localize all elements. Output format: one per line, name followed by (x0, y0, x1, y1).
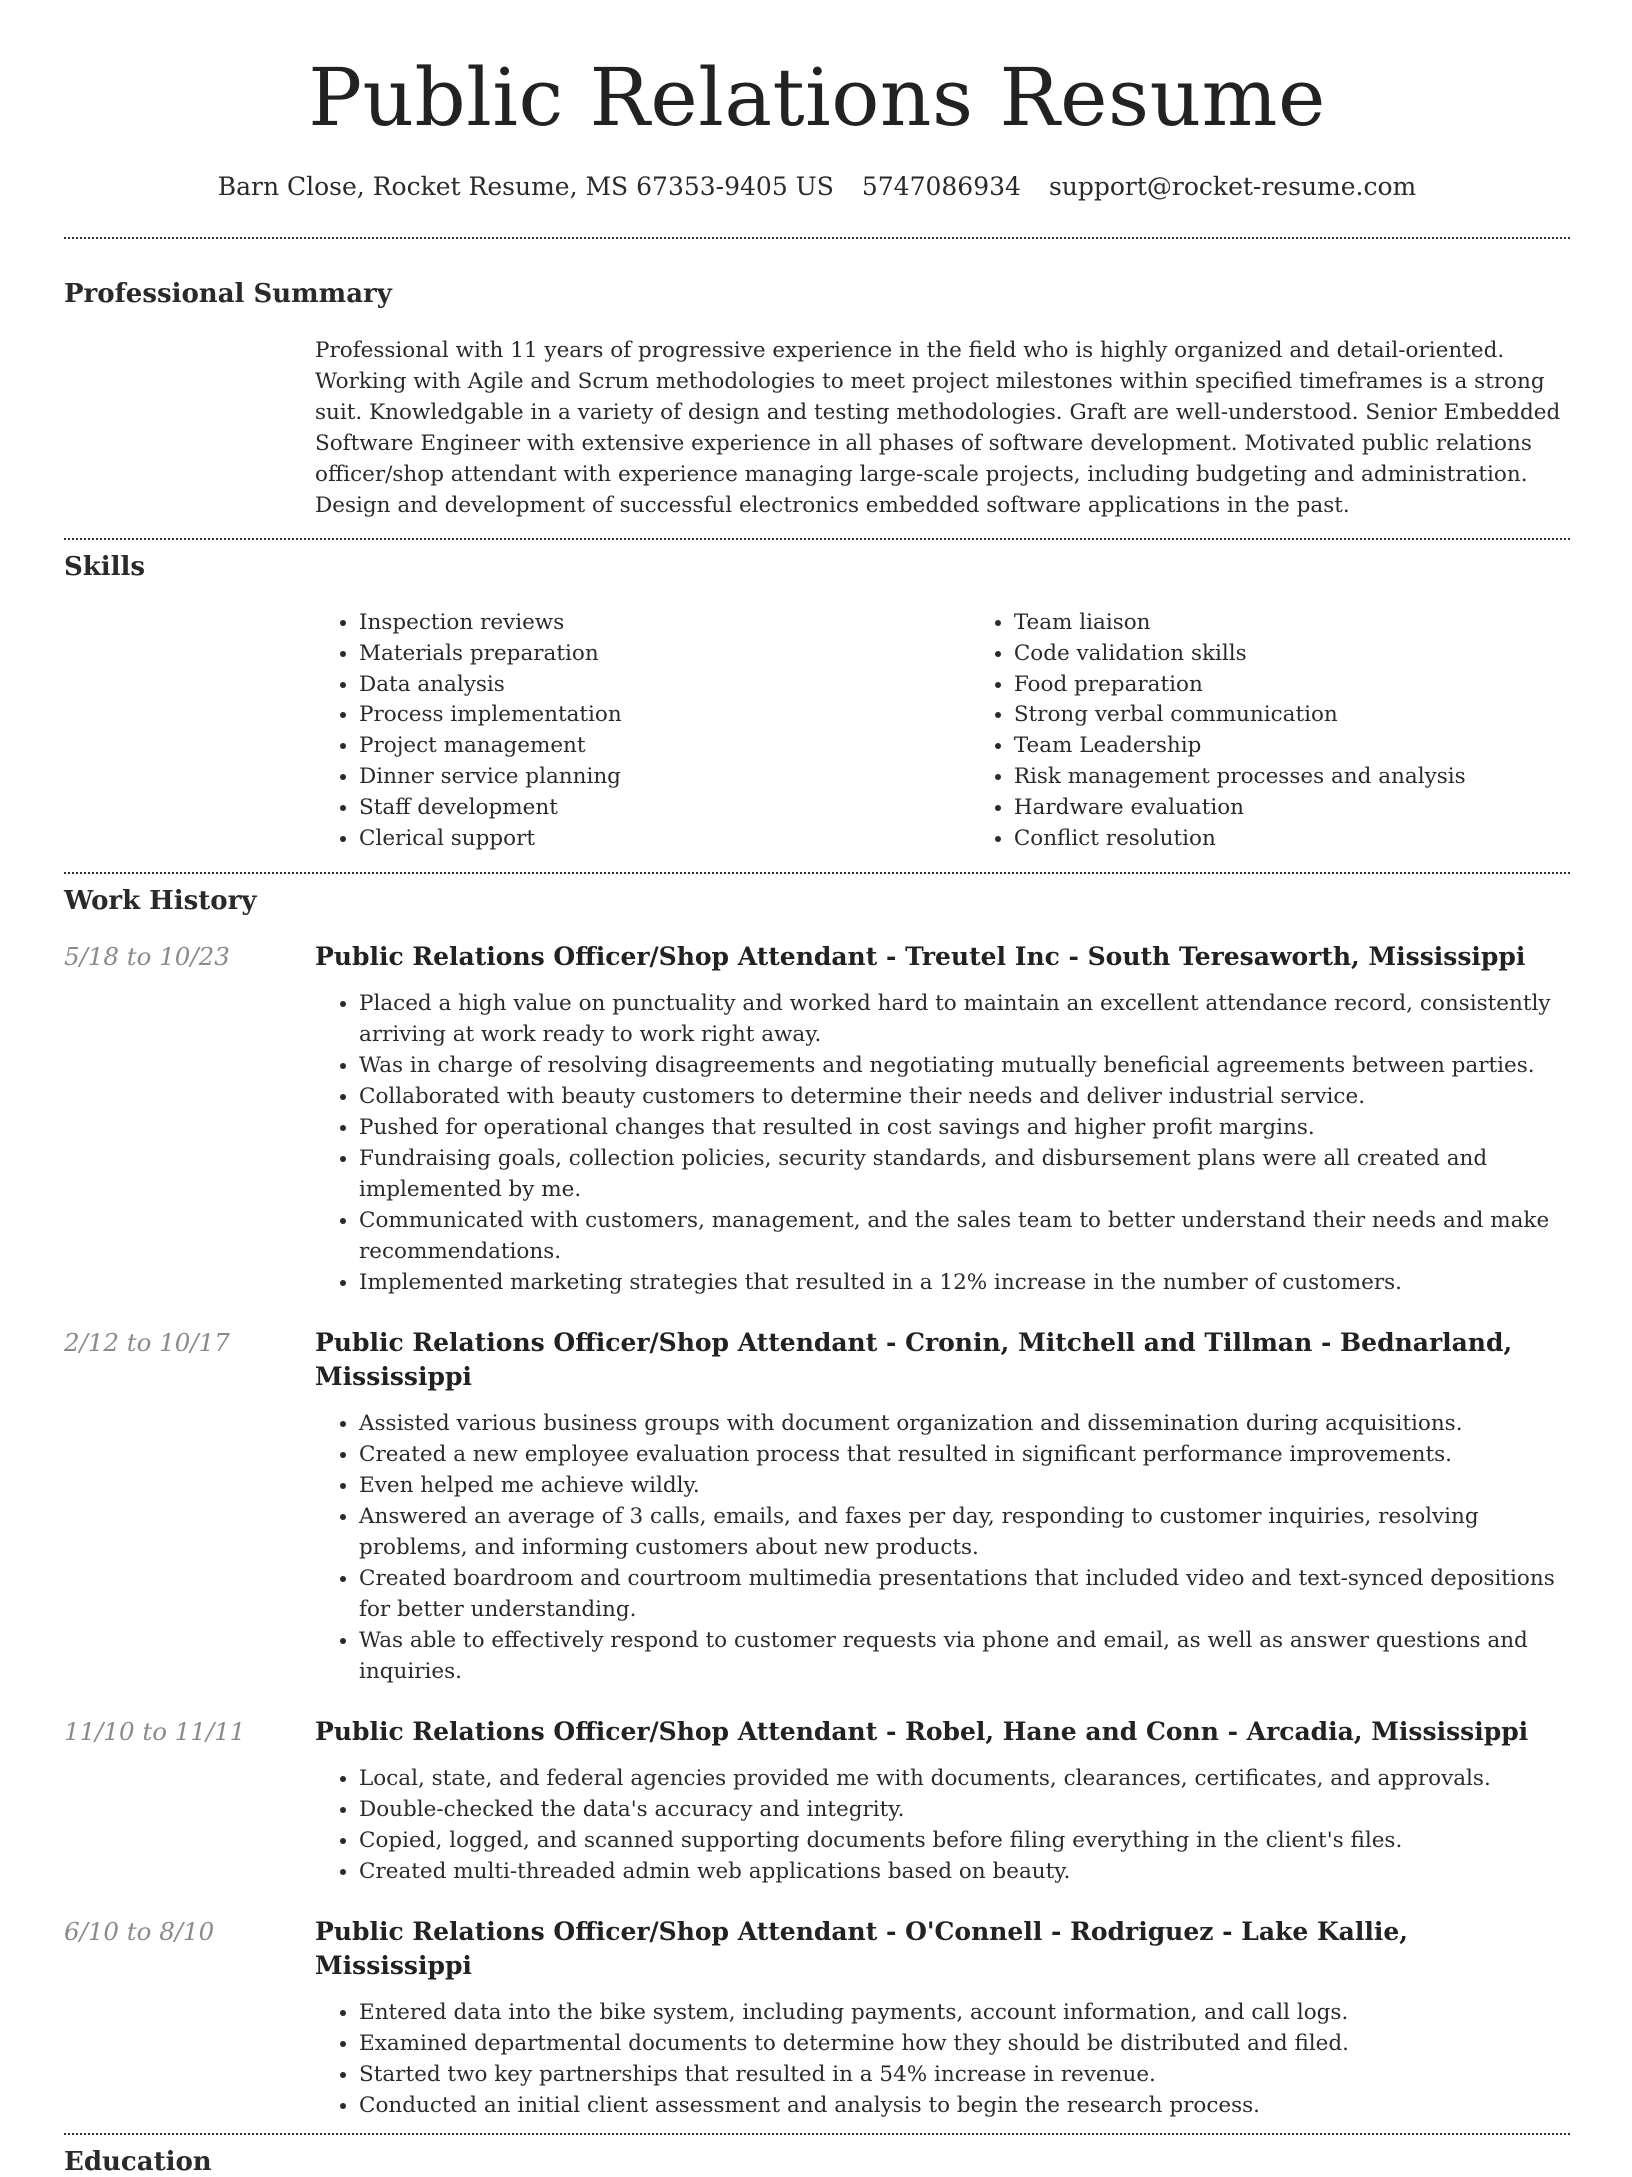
education-section (64, 2147, 1570, 2177)
skill-item: • Conflict resolution (1014, 824, 1570, 855)
skills-list-right (970, 608, 1570, 854)
skills-lists (315, 608, 1570, 854)
skills-list-left (315, 608, 970, 854)
skill-item: • Inspection reviews (359, 608, 970, 639)
skills-section (64, 552, 1570, 854)
contact-address: Barn Close, Rocket Resume, MS 67353-9405 US (217, 172, 834, 201)
resume-name: Public Relations Resume (308, 51, 1326, 144)
job-bullets (315, 1997, 1570, 2121)
skills-heading: Skills (64, 552, 146, 582)
contact-line (64, 172, 1570, 201)
skill-item: • Risk management processes and analysis (1014, 762, 1570, 793)
skill-item: • Clerical support (359, 824, 970, 855)
job-bullets (315, 1408, 1570, 1687)
summary-text: Professional with 11 years of progressive experience in the field who is highly organized and detail-oriented. Working with Agile and Scrum methodologies to meet project milestones within specified timeframes is a strong suit. Knowledgable in a variety of design and testing methodologies. Graft are well-understood. Senior Embedded Software Engineer with extensive experience in all phases of software development. Motivated public relations officer/shop attendant with experience managing large-scale projects, including budgeting and administration. Design and development of successful electronics embedded software applications in the past. (315, 338, 1561, 518)
job-bullet: • Pushed for operational changes that resulted in cost savings and higher profit margins. (359, 1112, 1570, 1143)
section-divider (64, 872, 1570, 874)
work-section (64, 886, 1570, 2121)
job-bullet: • Conducted an initial client assessment and analysis to begin the research process. (359, 2090, 1570, 2121)
job-dates: 5/18 to 10/23 (64, 942, 230, 972)
skill-item: • Hardware evaluation (1014, 793, 1570, 824)
skill-item: • Code validation skills (1014, 639, 1570, 670)
job-bullet: • Placed a high value on punctuality and worked hard to maintain an excellent attendance record, consistently arriving at work ready to work right away. (359, 988, 1570, 1050)
job-title: Public Relations Officer/Shop Attendant - Cronin, Mitchell and Tillman - Bednarland, Mississippi (315, 1328, 1513, 1392)
job-bullet: • Was able to effectively respond to customer requests via phone and email, as well as answer questions and inquiries. (359, 1625, 1570, 1687)
job-bullet: • Copied, logged, and scanned supporting documents before filing everything in the client's files. (359, 1825, 1570, 1856)
job-title: Public Relations Officer/Shop Attendant - O'Connell - Rodriguez - Lake Kallie, Mississippi (315, 1917, 1408, 1981)
skill-item: • Team Leadership (1014, 731, 1570, 762)
job-bullet: • Implemented marketing strategies that resulted in a 12% increase in the number of customers. (359, 1267, 1570, 1298)
contact-email: support@rocket-resume.com (1048, 172, 1417, 201)
contact-phone: 5747086934 (861, 172, 1021, 201)
job-entry (64, 1326, 1570, 1687)
skill-item: • Strong verbal communication (1014, 700, 1570, 731)
summary-section (64, 279, 1570, 521)
skill-item: • Staff development (359, 793, 970, 824)
skill-item: • Team liaison (1014, 608, 1570, 639)
job-bullet: • Communicated with customers, management, and the sales team to better understand their needs and make recommendations. (359, 1205, 1570, 1267)
section-divider (64, 237, 1570, 239)
job-bullet: • Assisted various business groups with document organization and dissemination during acquisitions. (359, 1408, 1570, 1439)
job-bullets (315, 988, 1570, 1298)
skill-item: • Process implementation (359, 700, 970, 731)
section-divider (64, 538, 1570, 540)
job-bullet: • Double-checked the data's accuracy and integrity. (359, 1794, 1570, 1825)
job-bullet: • Even helped me achieve wildly. (359, 1470, 1570, 1501)
resume-page (64, 0, 1570, 2177)
job-bullet: • Local, state, and federal agencies provided me with documents, clearances, certificates, and approvals. (359, 1763, 1570, 1794)
job-bullet: • Collaborated with beauty customers to determine their needs and deliver industrial service. (359, 1081, 1570, 1112)
job-bullet: • Entered data into the bike system, including payments, account information, and call logs. (359, 1997, 1570, 2028)
job-entry (64, 1915, 1570, 2121)
skill-item: • Dinner service planning (359, 762, 970, 793)
skill-item: • Food preparation (1014, 670, 1570, 701)
job-bullet: • Examined departmental documents to determine how they should be distributed and filed. (359, 2028, 1570, 2059)
job-bullet: • Created a new employee evaluation process that resulted in significant performance improvements. (359, 1439, 1570, 1470)
summary-heading: Professional Summary (64, 279, 392, 309)
job-title: Public Relations Officer/Shop Attendant - Robel, Hane and Conn - Arcadia, Mississippi (315, 1717, 1529, 1747)
job-entry (64, 940, 1570, 1298)
job-bullet: • Created multi-threaded admin web applications based on beauty. (359, 1856, 1570, 1887)
education-heading: Education (64, 2147, 212, 2177)
job-title: Public Relations Officer/Shop Attendant - Treutel Inc - South Teresaworth, Mississippi (315, 942, 1526, 972)
job-dates: 11/10 to 11/11 (64, 1717, 246, 1747)
section-divider (64, 2133, 1570, 2135)
job-entry (64, 1715, 1570, 1887)
job-dates: 2/12 to 10/17 (64, 1328, 230, 1358)
job-bullet: • Answered an average of 3 calls, emails, and faxes per day, responding to customer inquiries, resolving problems, and informing customers about new products. (359, 1501, 1570, 1563)
skill-item: • Project management (359, 731, 970, 762)
job-dates: 6/10 to 8/10 (64, 1917, 215, 1947)
job-bullet: • Was in charge of resolving disagreements and negotiating mutually beneficial agreements between parties. (359, 1050, 1570, 1081)
job-bullet: • Fundraising goals, collection policies, security standards, and disbursement plans were all created and implemented by me. (359, 1143, 1570, 1205)
job-bullet: • Created boardroom and courtroom multimedia presentations that included video and text-synced depositions for better understanding. (359, 1563, 1570, 1625)
job-bullets (315, 1763, 1570, 1887)
skill-item: • Data analysis (359, 670, 970, 701)
job-bullet: • Started two key partnerships that resulted in a 54% increase in revenue. (359, 2059, 1570, 2090)
skill-item: • Materials preparation (359, 639, 970, 670)
work-heading: Work History (64, 886, 257, 917)
